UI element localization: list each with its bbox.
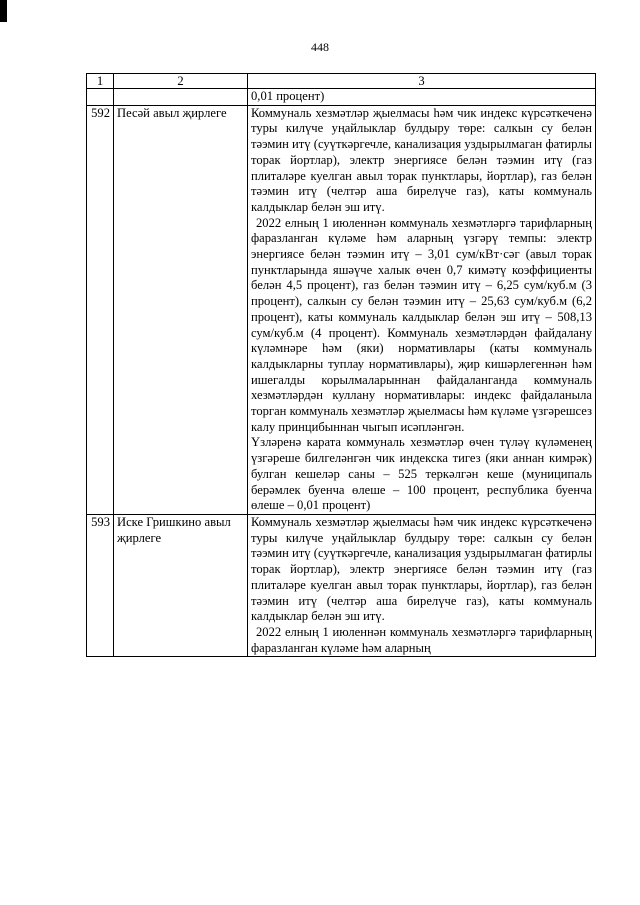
paragraph: 2022 елның 1 июленнән коммуналь хезмәтләргә тарифларның фаразланган күләме һәм аларның [251, 624, 592, 655]
header-col-3: 3 [248, 74, 596, 89]
table-header-row [87, 74, 596, 89]
header-col-1: 1 [87, 74, 114, 89]
continuation-text: 0,01 процент) [248, 89, 596, 106]
corner-scan-mark [0, 0, 7, 22]
settlement-name: Песәй авыл җирлеге [114, 105, 248, 514]
page-number: 448 [311, 40, 329, 54]
row-number: 593 [87, 514, 114, 656]
row-number: 592 [87, 105, 114, 514]
row-description [248, 514, 596, 656]
row-description [248, 105, 596, 514]
table-row [87, 105, 596, 514]
paragraph: Коммуналь хезмәтләр җыелмасы һәм чик индекс күрсәткеченә туры килүче уңайлыклар булдыру төре: салкын су белән тәэмин итү (суүткәргечле, канализация уздырылмаган фатирлы торак йортлар), электр энергиясе белән тәэмин итү (газ плиталәре куелган авыл торак пунктлары, йортлар), газ белән тәэмин итү (челтәр аша бирелүче газ), каты коммуналь калдыклар белән эш итү. [251, 105, 592, 214]
continuation-num-cell [87, 89, 114, 106]
continuation-row [87, 89, 596, 106]
settlement-name: Иске Гришкино авыл җирлеге [114, 514, 248, 656]
paragraph: Үзләренә карата коммуналь хезмәтләр өчен түләү күләменең үзгәреше билгеләнгән чик индекска тигез (яки аннан кимрәк) булган кешеләр саны – 525 теркәлгән кеше (муниципаль берәмлек буенча өлеше – 100 процент, республика буенча өлеше – 0,01 процент) [251, 435, 592, 513]
paragraph: Коммуналь хезмәтләр җыелмасы һәм чик индекс күрсәткеченә туры килүче уңайлыклар булдыру төре: салкын су белән тәэмин итү (суүткәргечле, канализация уздырылмаган фатирлы торак йортлар), электр энергиясе белән тәэмин итү (газ плиталәре куелган авыл торак пунктлары, йортлар), газ белән тәэмин итү (челтәр аша бирелүче газ), каты коммуналь калдыклар белән эш итү. [251, 514, 592, 624]
tariff-table [86, 73, 596, 657]
header-col-2: 2 [114, 74, 248, 89]
continuation-name-cell [114, 89, 248, 106]
paragraph: 2022 елның 1 июленнән коммуналь хезмәтләргә тарифларның фаразланган күләме һәм аларның үзгәрү темпы: электр энергиясе белән тәэмин итү – 3,01 сум/кВт·сәг (авыл торак пунктларында яшәүче халык өчен 0,7 кимәтү коэффициенты белән 4,5 процент), газ белән тәэмин итү – 6,25 сум/куб.м (3 процент), салкын су белән тәэмин итү – 25,63 сум/куб.м (6,2 процент), каты коммуналь калдыклар белән эш итү – 508,13 сум/куб.м (4 процент). Коммуналь хезмәтләрдән файдалану күләмнәре һәм (яки) нормативлары (каты коммуналь калдыкларны туплау нормативлары), җир кишәрлегеннән һәм ишегалды корылмаларыннан файдаланганда коммуналь хезмәтләрдән куллану нормативлары: индекс файдаланыла торган коммуналь хезмәтләр җыелмасы һәм күләме үзгәрешсез калу принцибыннан чыгып исәпләнгән. [251, 215, 592, 434]
table-row [87, 514, 596, 656]
